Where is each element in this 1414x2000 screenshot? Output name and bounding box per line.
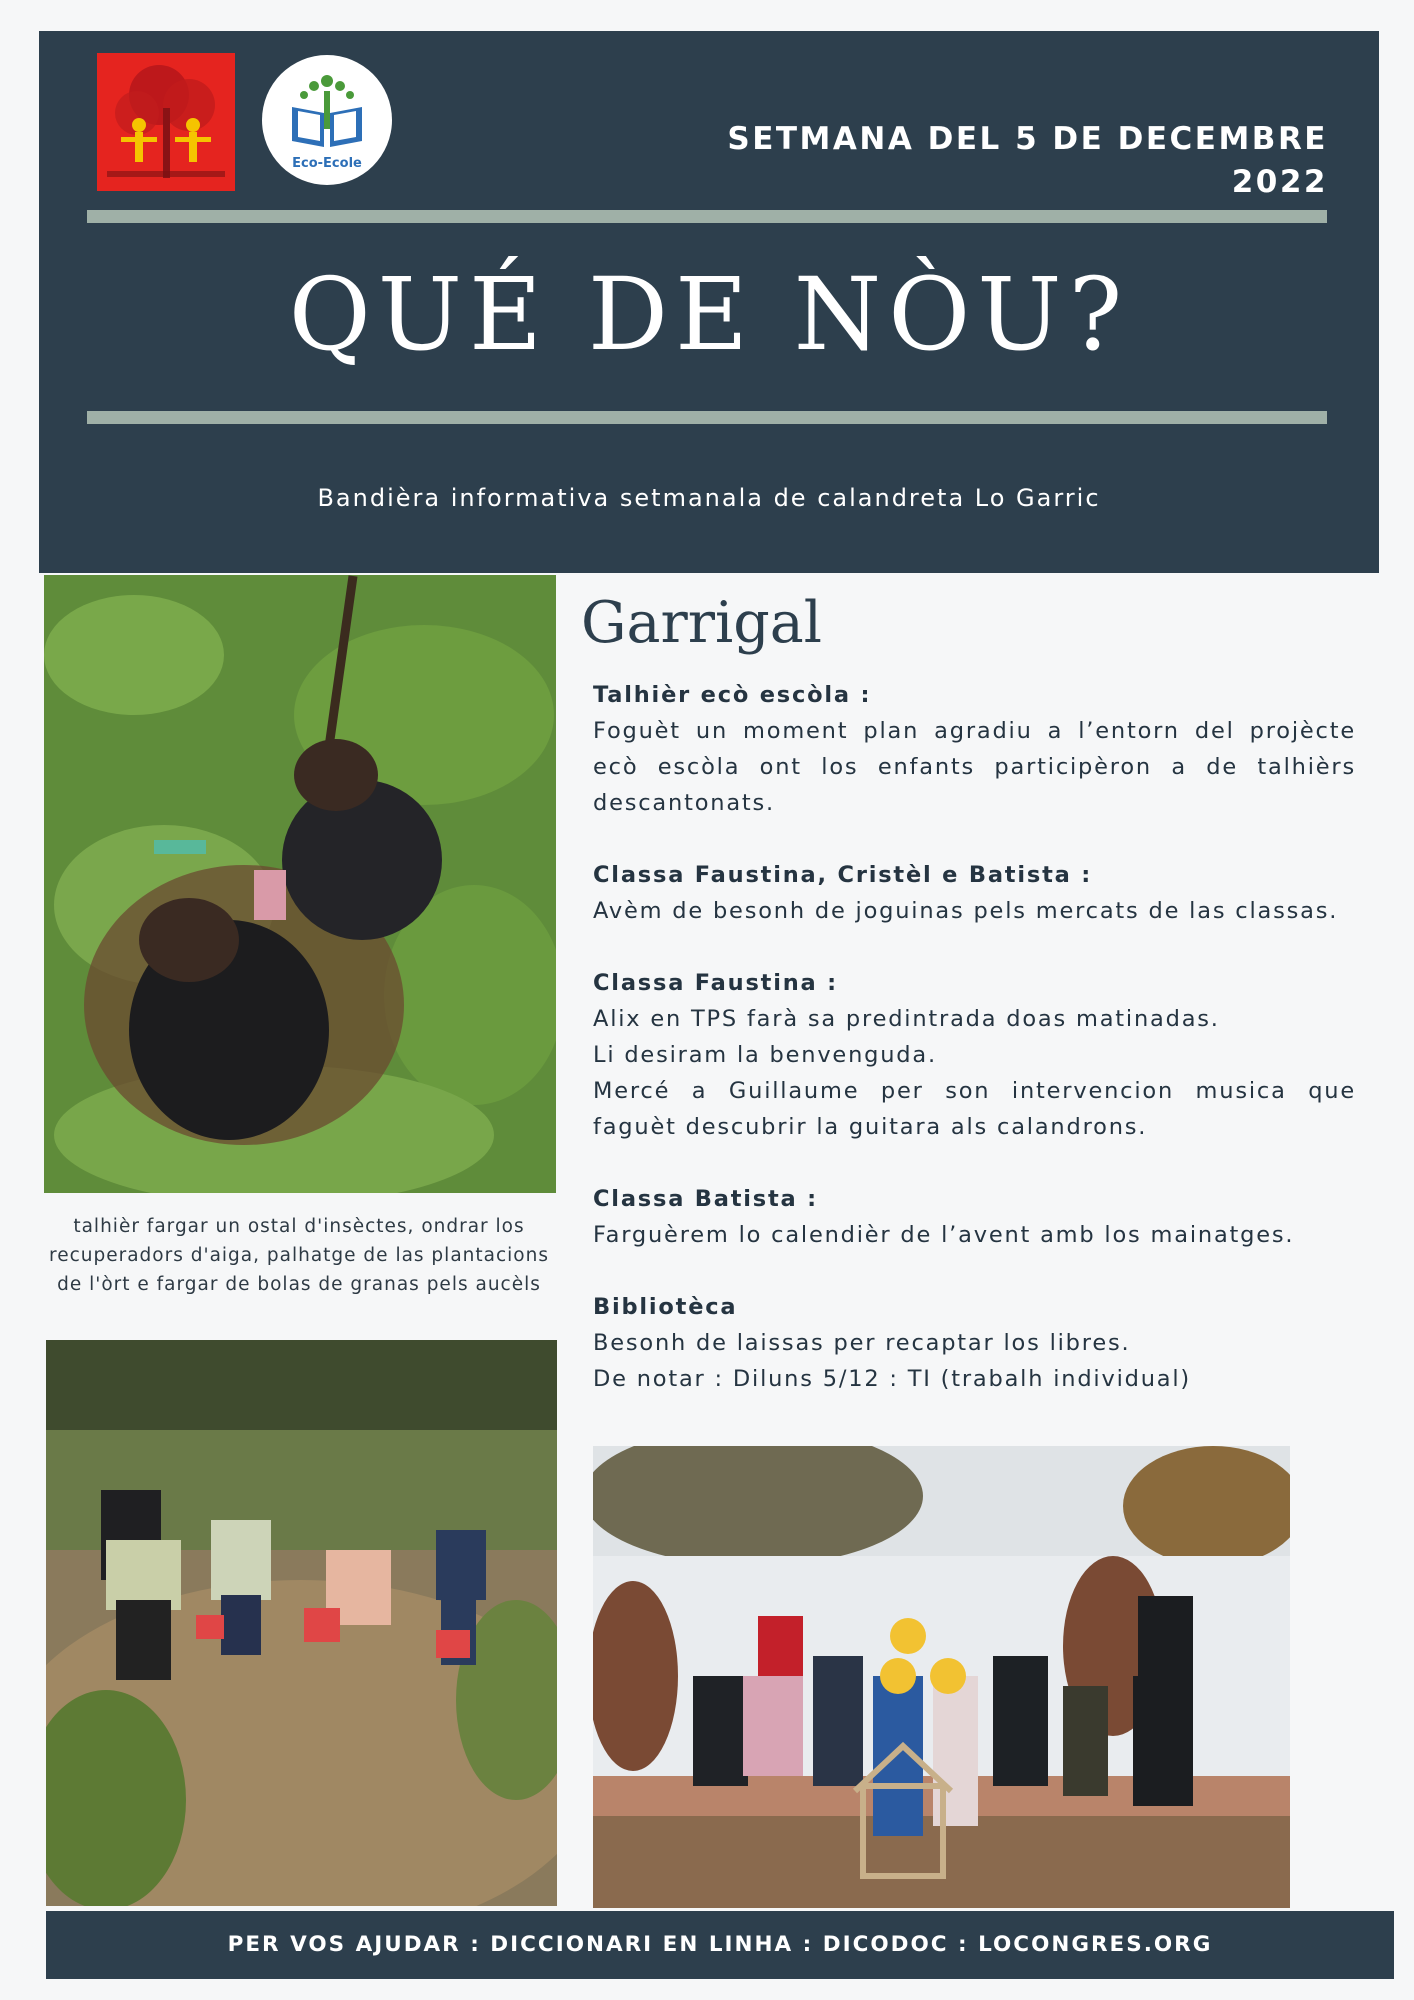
page-subtitle: Bandièra informativa setmanala de calandreta Lo Garric: [317, 484, 1101, 512]
header-rule-top: [87, 210, 1327, 223]
news-block-classes: [593, 857, 1356, 929]
footer-banner: PER VOS AJUDAR : DICCIONARI EN LINHA : DICODOC : LOCONGRES.ORG: [46, 1911, 1394, 1979]
news-block-batista: [593, 1181, 1356, 1253]
section-title: Garrigal: [581, 590, 822, 656]
photo-garden-workshop: [46, 1340, 557, 1906]
news-heading: Classa Batista :: [593, 1186, 818, 1212]
news-block-faustina: [593, 965, 1356, 1145]
eco-ecole-logo: [262, 55, 392, 185]
news-block-eco-workshop: [593, 677, 1356, 821]
news-block-library: [593, 1289, 1356, 1397]
page-title: QUÉ DE NÒU?: [288, 256, 1130, 373]
week-date-line: SETMANA DEL 5 DE DECEMBRE: [727, 121, 1328, 157]
school-logo: [97, 53, 235, 191]
photo-caption: talhièr fargar un ostal d'insèctes, ondrar los recuperadors d'aiga, palhatge de las plantacions de l'òrt e fargar de bolas de granas pels aucèls: [49, 1216, 549, 1295]
news-heading: Talhièr ecò escòla :: [593, 682, 872, 708]
news-content: [593, 677, 1356, 1433]
news-text: Alix en TPS farà sa predintrada doas matinadas.: [593, 1006, 1220, 1032]
news-text: Li desiram la benvenguda.: [593, 1042, 937, 1068]
news-text: De notar : Diluns 5/12 : TI (trabalh individual): [593, 1366, 1191, 1392]
news-heading: Bibliotèca: [593, 1294, 738, 1320]
news-text: Avèm de besonh de joguinas pels mercats de las classas.: [593, 898, 1339, 924]
news-heading: Classa Faustina :: [593, 970, 838, 996]
week-date: [628, 118, 1328, 204]
eco-logo-text: Eco-Ecole: [292, 156, 362, 171]
news-text: Mercé a Guillaume per son intervencion musica que faguèt descubrir la guitara als calandrons.: [593, 1078, 1356, 1140]
news-text: Besonh de laissas per recaptar los libres.: [593, 1330, 1131, 1356]
header-rule-bottom: [87, 411, 1327, 424]
week-year-line: 2022: [1231, 164, 1328, 200]
photo-class-group: [593, 1446, 1290, 1908]
news-text: Farguèrem lo calendièr de l’avent amb los mainatges.: [593, 1222, 1295, 1248]
news-heading: Classa Faustina, Cristèl e Batista :: [593, 862, 1093, 888]
photo-kids-planting: [44, 575, 556, 1193]
news-text: Foguèt un moment plan agradiu a l’entorn del projècte ecò escòla ont los enfants participèron a de talhièrs descantonats.: [593, 718, 1356, 816]
